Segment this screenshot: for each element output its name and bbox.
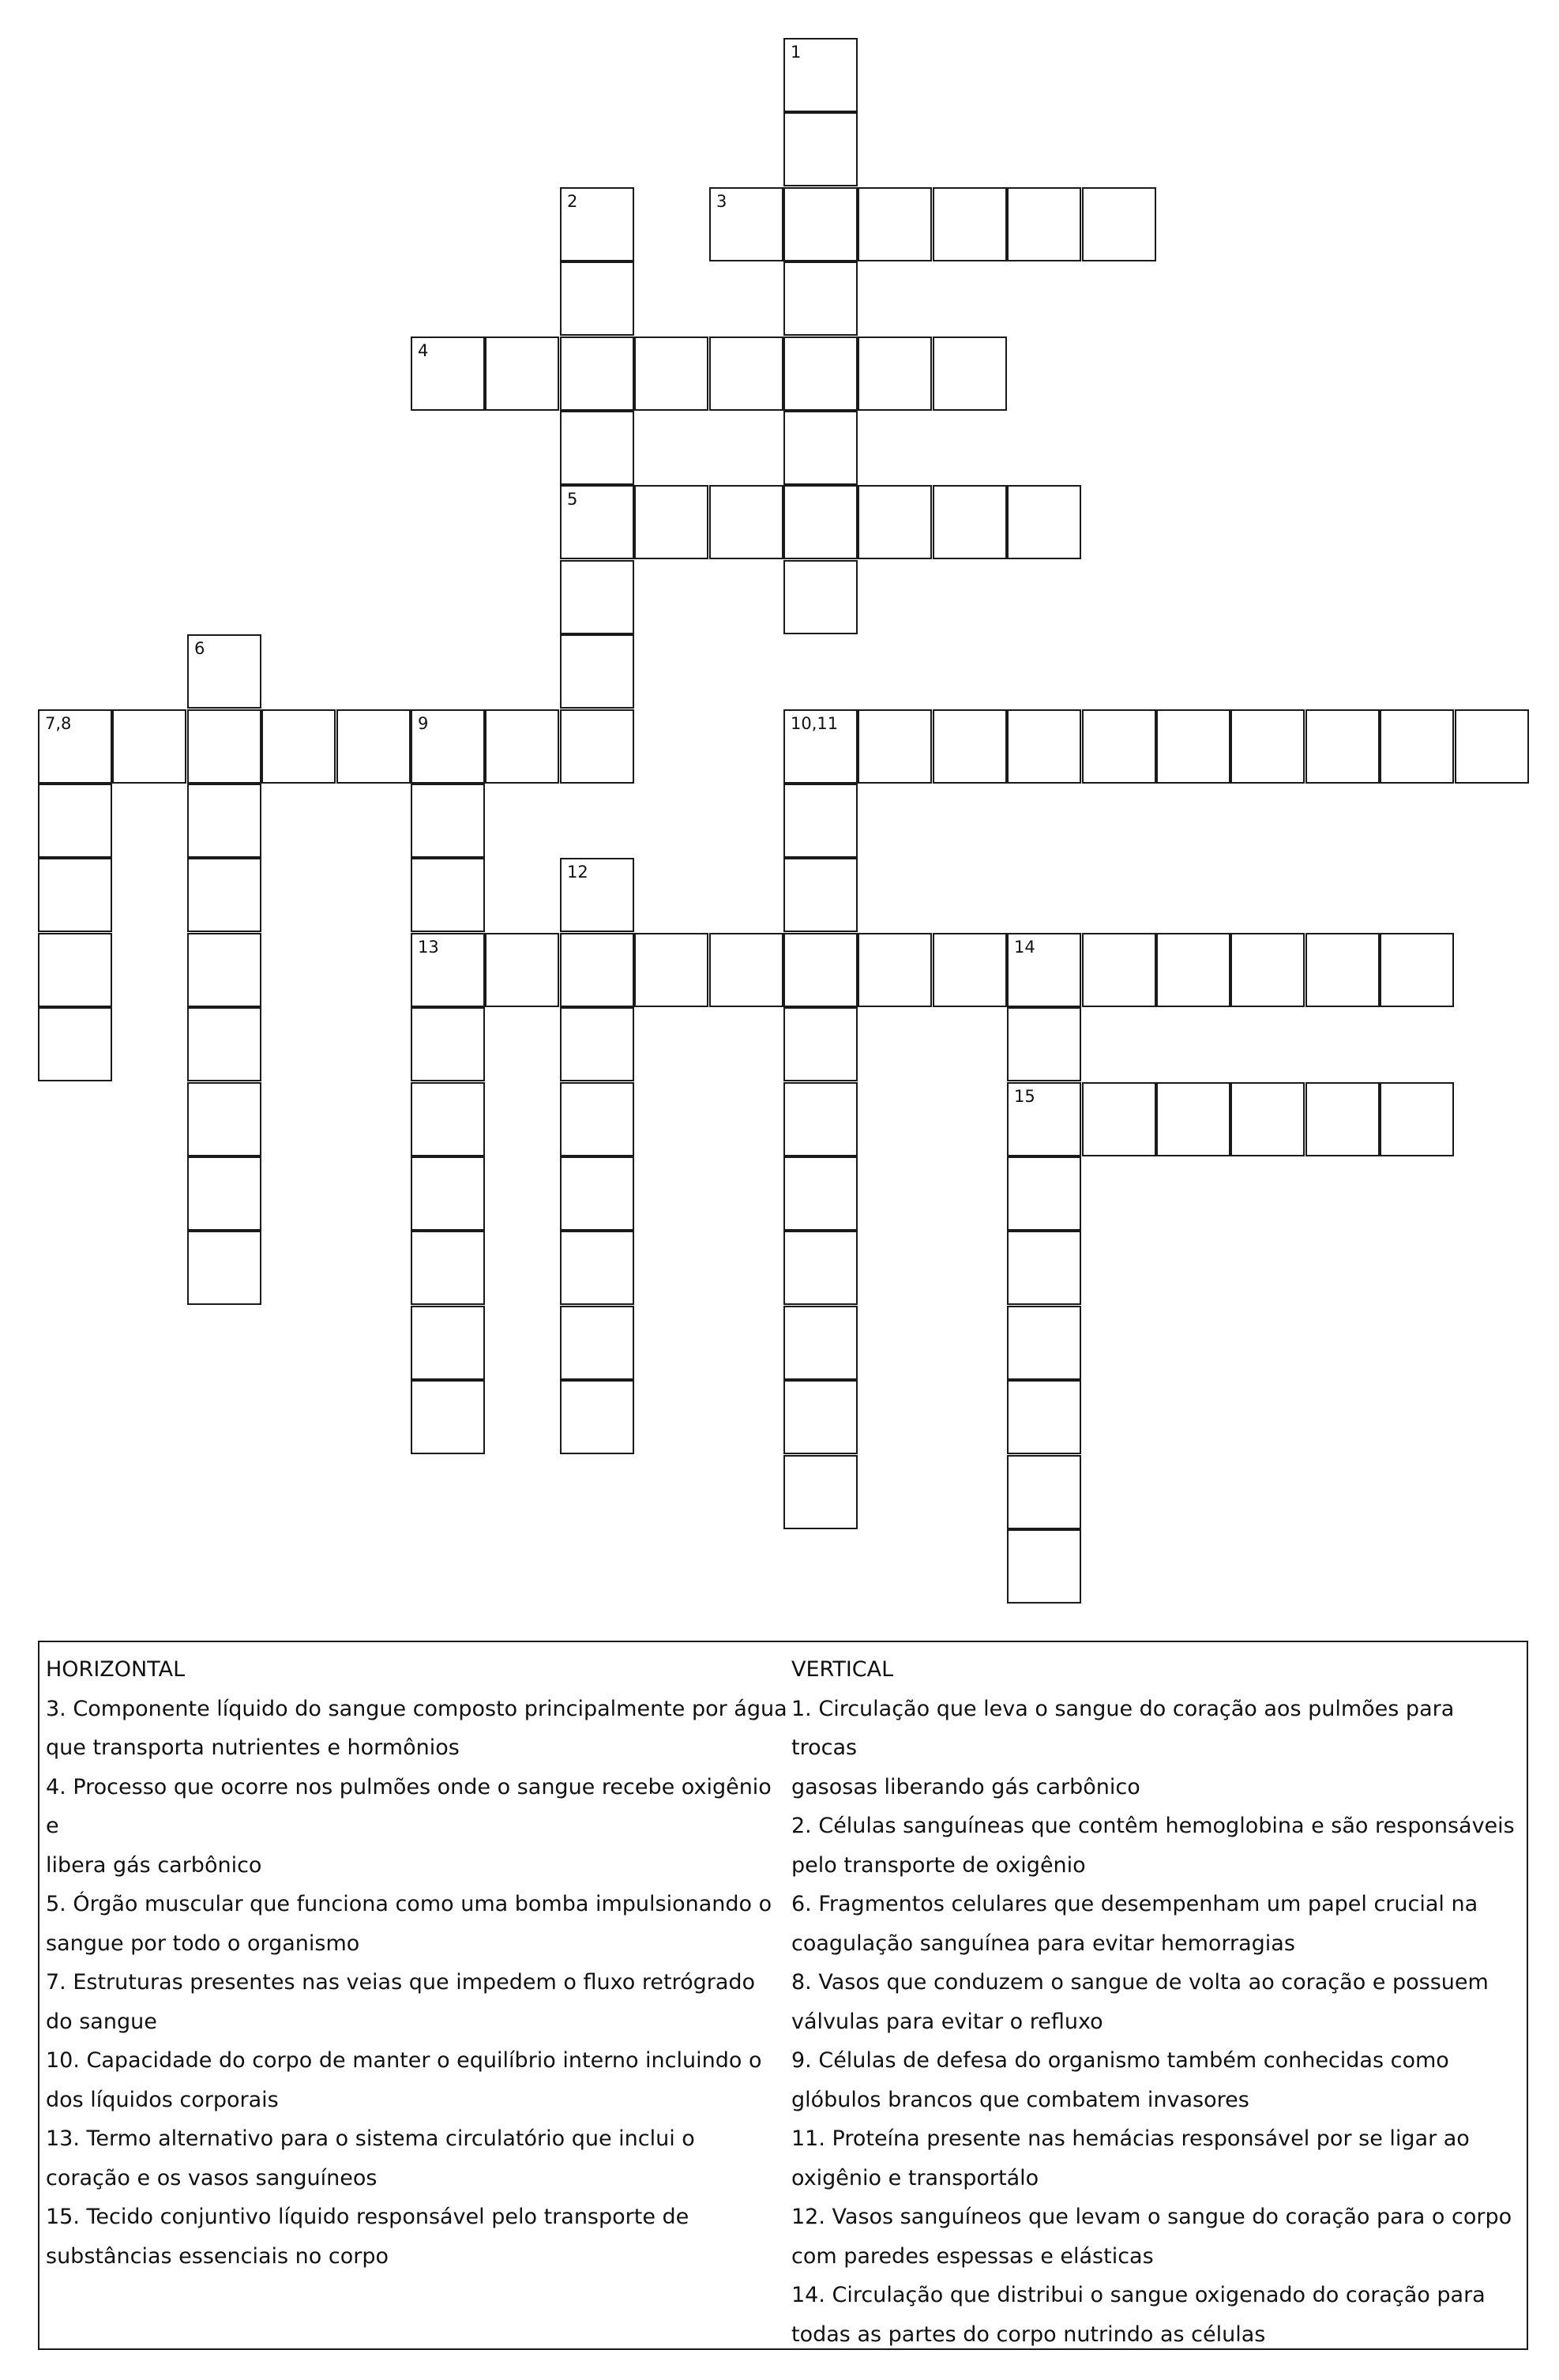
crossword-cell[interactable] bbox=[1230, 933, 1305, 1007]
crossword-cell[interactable] bbox=[1007, 933, 1081, 1007]
crossword-cell[interactable] bbox=[187, 1082, 261, 1156]
crossword-cell[interactable] bbox=[783, 560, 858, 634]
clue-h5-line2: sangue por todo o organismo bbox=[46, 1931, 360, 1956]
clue-h5-line1: 5. Órgão muscular que funciona como uma bomba impulsionando o bbox=[46, 1892, 772, 1916]
crossword-cell[interactable] bbox=[1305, 709, 1380, 784]
clue-h4-line1: 4. Processo que ocorre nos pulmões onde o sangue recebe oxigênio e bbox=[46, 1774, 772, 1838]
clue-h13-line1: 13. Termo alternativo para o sistema circulatório que inclui o bbox=[46, 2126, 695, 2151]
crossword-cell[interactable] bbox=[1380, 1082, 1454, 1156]
crossword-cell[interactable] bbox=[783, 1007, 858, 1081]
horizontal-heading: HORIZONTAL bbox=[46, 1657, 186, 1682]
crossword-cell[interactable] bbox=[560, 187, 634, 261]
crossword-cell[interactable] bbox=[411, 1082, 485, 1156]
clue-number: 15 bbox=[1014, 1087, 1035, 1106]
crossword-cell[interactable] bbox=[783, 709, 858, 784]
crossword-cell[interactable] bbox=[783, 411, 858, 485]
crossword-cell[interactable] bbox=[858, 933, 932, 1007]
crossword-cell[interactable] bbox=[485, 933, 559, 1007]
crossword-cell[interactable] bbox=[634, 933, 708, 1007]
crossword-cell[interactable] bbox=[1007, 1380, 1081, 1454]
crossword-cell[interactable] bbox=[38, 858, 112, 932]
crossword-cell[interactable] bbox=[38, 1007, 112, 1081]
clue-v1-line1: 1. Circulação que leva o sangue do coração aos pulmões para trocas bbox=[791, 1696, 1455, 1760]
crossword-cell[interactable] bbox=[1007, 485, 1081, 559]
crossword-cell[interactable] bbox=[933, 933, 1007, 1007]
crossword-cell[interactable] bbox=[1082, 1082, 1156, 1156]
clue-h7-line2: do sangue bbox=[46, 2009, 157, 2034]
clue-v12-line2: com paredes espessas e elásticas bbox=[791, 2243, 1154, 2269]
clue-h10-line2: dos líquidos corporais bbox=[46, 2087, 279, 2112]
crossword-cell[interactable] bbox=[411, 1231, 485, 1305]
crossword-cell[interactable] bbox=[858, 187, 932, 261]
crossword-cell[interactable] bbox=[933, 485, 1007, 559]
crossword-cell[interactable] bbox=[634, 485, 708, 559]
clue-v1-line2: gasosas liberando gás carbônico bbox=[791, 1774, 1140, 1799]
crossword-cell[interactable] bbox=[560, 485, 634, 559]
crossword-cell[interactable] bbox=[1380, 709, 1454, 784]
crossword-cell[interactable] bbox=[1156, 933, 1230, 1007]
crossword-cell[interactable] bbox=[783, 1231, 858, 1305]
crossword-cell[interactable] bbox=[1082, 933, 1156, 1007]
clue-h13-line2: coração e os vasos sanguíneos bbox=[46, 2165, 378, 2190]
crossword-cell[interactable] bbox=[1007, 1231, 1081, 1305]
crossword-cell[interactable] bbox=[336, 709, 411, 784]
crossword-cell[interactable] bbox=[560, 261, 634, 336]
crossword-cell[interactable] bbox=[560, 1380, 634, 1454]
crossword-cell[interactable] bbox=[1082, 187, 1156, 261]
crossword-cell[interactable] bbox=[187, 933, 261, 1007]
clue-number: 13 bbox=[418, 938, 439, 957]
crossword-cell[interactable] bbox=[411, 1306, 485, 1380]
crossword-cell[interactable] bbox=[783, 38, 858, 112]
crossword-cell[interactable] bbox=[187, 1156, 261, 1231]
clue-number: 12 bbox=[567, 863, 588, 882]
clue-v2-line1: 2. Células sanguíneas que contêm hemoglobina e são responsáveis bbox=[791, 1814, 1515, 1838]
clue-number: 2 bbox=[567, 192, 578, 211]
crossword-cell[interactable] bbox=[783, 261, 858, 336]
crossword-cell[interactable] bbox=[783, 1380, 858, 1454]
crossword-cell[interactable] bbox=[411, 709, 485, 784]
clue-number: 14 bbox=[1014, 938, 1035, 957]
crossword-cell[interactable] bbox=[783, 1306, 858, 1380]
clue-v12-line1: 12. Vasos sanguíneos que levam o sangue do coração para o corpo bbox=[791, 2205, 1512, 2229]
crossword-cell[interactable] bbox=[783, 337, 858, 411]
crossword-cell[interactable] bbox=[411, 858, 485, 932]
crossword-cell[interactable] bbox=[783, 858, 858, 932]
crossword-cell[interactable] bbox=[783, 187, 858, 261]
clue-number: 1 bbox=[791, 43, 802, 62]
clue-v8-line2: válvulas para evitar o refluxo bbox=[791, 2009, 1103, 2034]
crossword-cell[interactable] bbox=[783, 784, 858, 858]
clue-h3-line1: 3. Componente líquido do sangue composto principalmente por água bbox=[46, 1696, 787, 1721]
crossword-cell[interactable] bbox=[485, 337, 559, 411]
crossword-cell[interactable] bbox=[858, 485, 932, 559]
clue-v9-line2: glóbulos brancos que combatem invasores bbox=[791, 2087, 1249, 2112]
clues-box bbox=[38, 1641, 1528, 2350]
crossword-cell[interactable] bbox=[261, 709, 336, 784]
crossword-cell[interactable] bbox=[783, 933, 858, 1007]
vertical-heading: VERTICAL bbox=[791, 1657, 894, 1682]
crossword-cell[interactable] bbox=[1230, 1082, 1305, 1156]
crossword-cell[interactable] bbox=[187, 709, 261, 784]
clue-v11-line2: oxigênio e transportálo bbox=[791, 2165, 1039, 2190]
crossword-cell[interactable] bbox=[1007, 1306, 1081, 1380]
clue-number: 9 bbox=[418, 714, 429, 733]
crossword-cell[interactable] bbox=[933, 187, 1007, 261]
clue-number: 6 bbox=[194, 639, 205, 658]
crossword-cell[interactable] bbox=[1082, 709, 1156, 784]
clue-h7-line1: 7. Estruturas presentes nas veias que impedem o fluxo retrógrado bbox=[46, 1970, 756, 1995]
crossword-cell[interactable] bbox=[1156, 709, 1230, 784]
clue-v6-line2: coagulação sanguínea para evitar hemorragias bbox=[791, 1931, 1295, 1956]
crossword-cell[interactable] bbox=[187, 634, 261, 709]
clue-v8-line1: 8. Vasos que conduzem o sangue de volta ao coração e possuem bbox=[791, 1970, 1489, 1995]
crossword-cell[interactable] bbox=[709, 337, 783, 411]
crossword-cell[interactable] bbox=[1007, 1082, 1081, 1156]
clue-number: 5 bbox=[567, 490, 578, 509]
crossword-cell[interactable] bbox=[560, 634, 634, 709]
clue-v11-line1: 11. Proteína presente nas hemácias responsável por se ligar ao bbox=[791, 2126, 1470, 2151]
clue-v9-line1: 9. Células de defesa do organismo também conhecidas como bbox=[791, 2048, 1449, 2073]
crossword-cell[interactable] bbox=[1007, 187, 1081, 261]
crossword-cell[interactable] bbox=[38, 784, 112, 858]
crossword-cell[interactable] bbox=[1007, 1007, 1081, 1081]
crossword-cell[interactable] bbox=[783, 1455, 858, 1529]
clue-h4-line2: libera gás carbônico bbox=[46, 1852, 262, 1878]
crossword-cell[interactable] bbox=[783, 112, 858, 186]
clue-v2-line2: pelo transporte de oxigênio bbox=[791, 1852, 1086, 1878]
crossword-cell[interactable] bbox=[933, 337, 1007, 411]
crossword-cell[interactable] bbox=[634, 337, 708, 411]
crossword-cell[interactable] bbox=[1230, 709, 1305, 784]
crossword-cell[interactable] bbox=[560, 933, 634, 1007]
crossword-cell[interactable] bbox=[560, 1306, 634, 1380]
clue-number: 7,8 bbox=[45, 714, 72, 733]
crossword-cell[interactable] bbox=[187, 858, 261, 932]
crossword-cell[interactable] bbox=[411, 784, 485, 858]
crossword-cell[interactable] bbox=[411, 1007, 485, 1081]
crossword-cell[interactable] bbox=[1380, 933, 1454, 1007]
crossword-cell[interactable] bbox=[1455, 709, 1529, 784]
crossword-cell[interactable] bbox=[187, 784, 261, 858]
crossword-cell[interactable] bbox=[411, 1380, 485, 1454]
clue-h15-line1: 15. Tecido conjuntivo líquido responsável pelo transporte de bbox=[46, 2205, 689, 2229]
crossword-cell[interactable] bbox=[560, 337, 634, 411]
vertical-clues bbox=[791, 1650, 1522, 2354]
crossword-cell[interactable] bbox=[858, 709, 932, 784]
crossword-cell[interactable] bbox=[1305, 1082, 1380, 1156]
crossword-cell[interactable] bbox=[1156, 1082, 1230, 1156]
clue-h10-line1: 10. Capacidade do corpo de manter o equilíbrio interno incluindo o bbox=[46, 2048, 762, 2073]
crossword-cell[interactable] bbox=[1007, 1529, 1081, 1604]
crossword-cell[interactable] bbox=[1305, 933, 1380, 1007]
crossword-cell[interactable] bbox=[783, 1156, 858, 1231]
crossword-cell[interactable] bbox=[858, 337, 932, 411]
crossword-cell[interactable] bbox=[1007, 709, 1081, 784]
crossword-cell[interactable] bbox=[411, 1156, 485, 1231]
crossword-cell[interactable] bbox=[560, 1082, 634, 1156]
crossword-cell[interactable] bbox=[411, 337, 485, 411]
crossword-cell[interactable] bbox=[709, 485, 783, 559]
crossword-cell[interactable] bbox=[187, 1007, 261, 1081]
crossword-cell[interactable] bbox=[560, 1231, 634, 1305]
crossword-cell[interactable] bbox=[560, 709, 634, 784]
crossword-cell[interactable] bbox=[709, 933, 783, 1007]
crossword-cell[interactable] bbox=[38, 933, 112, 1007]
clue-number: 4 bbox=[418, 341, 429, 360]
clue-h3-line2: que transporta nutrientes e hormônios bbox=[46, 1735, 460, 1760]
crossword-cell[interactable] bbox=[1007, 1156, 1081, 1231]
clue-h15-line2: substâncias essenciais no corpo bbox=[46, 2243, 389, 2269]
crossword-cell[interactable] bbox=[1007, 1455, 1081, 1529]
clue-v14-line1: 14. Circulação que distribui o sangue oxigenado do coração para bbox=[791, 2283, 1486, 2307]
crossword-cell[interactable] bbox=[112, 709, 186, 784]
crossword-cell[interactable] bbox=[485, 709, 559, 784]
crossword-cell[interactable] bbox=[709, 187, 783, 261]
crossword-cell[interactable] bbox=[38, 709, 112, 784]
clue-number: 3 bbox=[716, 192, 727, 211]
crossword-cell[interactable] bbox=[560, 560, 634, 634]
crossword-cell[interactable] bbox=[560, 858, 634, 932]
crossword-cell[interactable] bbox=[411, 933, 485, 1007]
crossword-cell[interactable] bbox=[560, 1156, 634, 1231]
clue-v14-line2: todas as partes do corpo nutrindo as células bbox=[791, 2322, 1266, 2347]
crossword-cell[interactable] bbox=[560, 411, 634, 485]
crossword-cell[interactable] bbox=[933, 709, 1007, 784]
crossword-cell[interactable] bbox=[187, 1231, 261, 1305]
crossword-cell[interactable] bbox=[783, 485, 858, 559]
crossword-cell[interactable] bbox=[560, 1007, 634, 1081]
clue-v6-line1: 6. Fragmentos celulares que desempenham um papel crucial na bbox=[791, 1892, 1478, 1916]
horizontal-clues bbox=[46, 1650, 788, 2276]
clue-number: 10,11 bbox=[791, 714, 839, 733]
crossword-cell[interactable] bbox=[783, 1082, 858, 1156]
